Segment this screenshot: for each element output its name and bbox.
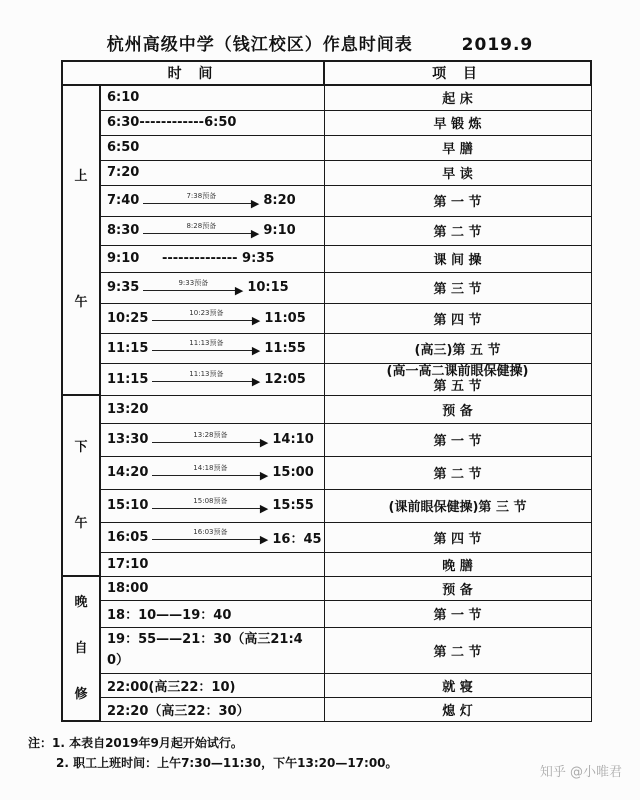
header-time: 时 间 [62,61,324,85]
time-cell: 13:30 13:28预备 ▶ 14:10 [100,423,324,456]
time-cell: 18：10——19：40 [100,600,324,627]
item-cell: 第 四 节 [324,303,591,333]
time-cell: 10:25 10:23预备 ▶ 11:05 [100,303,324,333]
item-cell: (高一高二课前眼保健操) 第 五 节 [324,363,591,395]
arrow-icon: 8:28预备 ▶ [143,223,259,239]
item-cell: 预 备 [324,576,591,600]
time-cell: 16:05 16:03预备 ▶ 16：45 [100,522,324,552]
item-cell: 第 二 节 [324,456,591,489]
time-cell: 8:30 8:28预备 ▶ 9:10 [100,216,324,245]
item-cell: 第 二 节 [324,216,591,245]
group-morning: 上 午 [62,85,100,395]
table-row [62,245,591,272]
item-cell: 早 膳 [324,135,591,160]
table-row [62,395,591,423]
time-cell: 22:20（高三22：30） [100,697,324,721]
item-cell: 熄 灯 [324,697,591,721]
arrow-icon: 10:23预备 ▶ [152,310,260,326]
arrow-icon: 13:28预备 ▶ [152,432,268,448]
schedule-table [61,60,592,722]
header-item: 项 目 [324,61,591,85]
arrow-icon: 7:38预备 ▶ [143,193,259,209]
item-cell: 第 一 节 [324,185,591,216]
table-row [62,489,591,522]
item-cell: 第 三 节 [324,272,591,303]
table-row [62,135,591,160]
time-cell: 6:30------------6:50 [100,110,324,135]
time-cell: 13:20 [100,395,324,423]
note-2: 2. 职工上班时间：上午7:30—11:30，下午13:20—17:00。 [56,756,398,770]
item-cell: 预 备 [324,395,591,423]
item-cell: 早 读 [324,160,591,185]
time-cell: 9:10 -------------- 9:35 [100,245,324,272]
watermark: 知乎 @小唯君 [539,765,622,780]
item-cell: 就 寝 [324,673,591,697]
group-afternoon: 下 午 [62,395,100,576]
table-row [62,627,591,673]
table-row [62,522,591,552]
table-row [62,216,591,245]
table-row [62,110,591,135]
time-cell: 9:35 9:33预备 ▶ 10:15 [100,272,324,303]
item-cell: (课前眼保健操)第 三 节 [324,489,591,522]
time-cell: 6:50 [100,135,324,160]
time-cell: 11:15 11:13预备 ▶ 12:05 [100,363,324,395]
item-cell: 早 锻 炼 [324,110,591,135]
table-row [62,423,591,456]
table-header-row [62,61,591,85]
title-text: 杭州高级中学（钱江校区）作息时间表 [106,35,413,55]
table-row [62,303,591,333]
group-evening: 晚 自 修 [62,576,100,721]
table-row [62,333,591,363]
arrow-icon: 14:18预备 ▶ [152,465,268,481]
time-cell: 17:10 [100,552,324,576]
time-cell: 15:10 15:08预备 ▶ 15:55 [100,489,324,522]
item-cell: 第 一 节 [324,600,591,627]
time-cell: 18:00 [100,576,324,600]
arrow-icon: 11:13预备 ▶ [152,371,260,387]
time-cell: 11:15 11:13预备 ▶ 11:55 [100,333,324,363]
item-cell: 第 二 节 [324,627,591,673]
arrow-icon: 9:33预备 ▶ [143,280,243,296]
arrow-icon: 11:13预备 ▶ [152,340,260,356]
item-cell: 晚 膳 [324,552,591,576]
table-row [62,185,591,216]
title-year: 2019.9 [461,35,534,55]
item-cell: 第 一 节 [324,423,591,456]
table-row [62,600,591,627]
arrow-icon: 16:03预备 ▶ [152,529,268,545]
item-cell: 课 间 操 [324,245,591,272]
time-cell: 19：55——21：30（高三21:4 0） [100,627,324,673]
table-row [62,272,591,303]
note-1: 注：1. 本表自2019年9月起开始试行。 [28,736,243,750]
arrow-icon: 15:08预备 ▶ [152,498,268,514]
item-cell: 起 床 [324,85,591,110]
time-cell: 6:10 [100,85,324,110]
table-row [62,673,591,697]
time-cell: 22:00(高三22：10) [100,673,324,697]
time-cell: 14:20 14:18预备 ▶ 15:00 [100,456,324,489]
table-row [62,160,591,185]
table-row [62,363,591,395]
time-cell: 7:20 [100,160,324,185]
table-row [62,576,591,600]
item-cell: (高三)第 五 节 [324,333,591,363]
item-cell: 第 四 节 [324,522,591,552]
time-cell: 7:40 7:38预备 ▶ 8:20 [100,185,324,216]
table-row [62,456,591,489]
table-row [62,697,591,721]
table-row [62,552,591,576]
page-title [0,30,640,55]
table-row [62,85,591,110]
